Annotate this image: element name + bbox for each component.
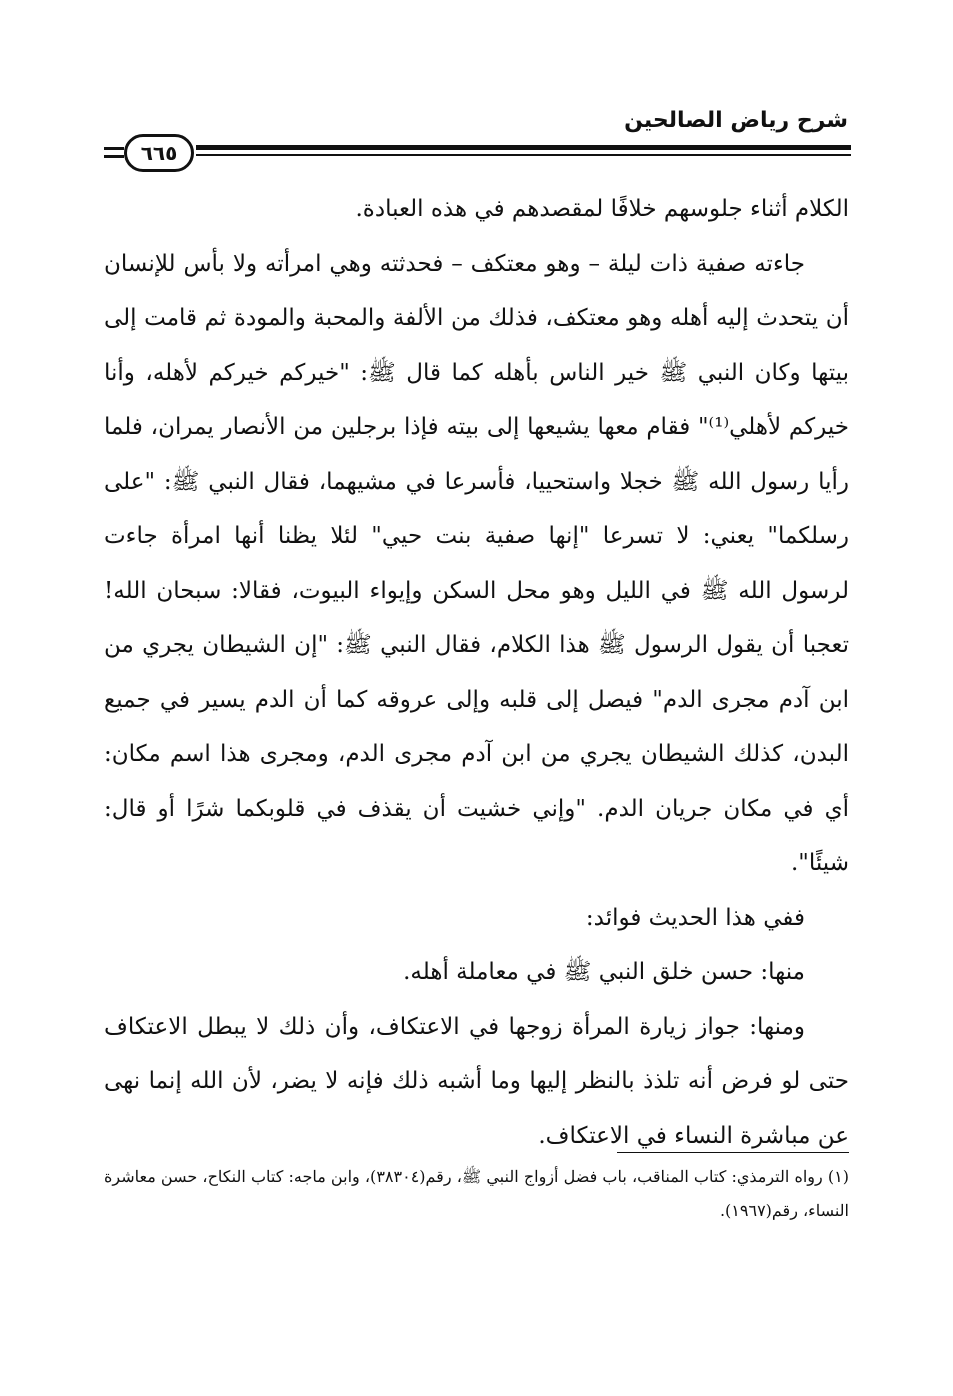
page-number-dash-top — [104, 147, 124, 150]
footnote-1: (١) رواه الترمذي: كتاب المناقب، باب فضل أزواج النبي ﷺ، رقم(٣٨٣٠٤)، وابن ماجه: كتاب النكاح، حسن معاشرة النساء، رقم(١٩٦٧). — [104, 1167, 850, 1220]
page-number-box — [124, 134, 194, 172]
footnote-separator — [617, 1152, 849, 1153]
page-number-dash-bottom — [104, 155, 124, 158]
paragraph-hadith-story: جاءته صفية ذات ليلة – وهو معتكف – فحدثته وهي امرأته ولا بأس للإنسان أن يتحدث إليه أهله وهو معتكف، فذلك من الألفة والمحبة والمودة ثم قامت إلى بيتها وكان النبي ﷺ خير الناس بأهله كما قال ﷺ: "خيركم خيركم لأهله، وأنا خيركم لأهلي⁽¹⁾" فقام معها يشيعها إلى بيته فإذا برجلين من الأنصار يمران، فلما رأيا رسول الله ﷺ خجلا واستحييا، فأسرعا في مشيهما، فقال النبي ﷺ: "على رسلكما" يعني: لا تسرعا "إنها صفية بنت حيي" لئلا يظنا أنها امرأة جاءت لرسول الله ﷺ في الليل وهو محل السكن وإيواء البيوت، فقالا: سبحان الله! تعجبا أن يقول الرسول ﷺ هذا الكلام، فقال النبي ﷺ: "إن الشيطان يجري من ابن آدم مجرى الدم" فيصل إلى قلبه وإلى عروقه كما أن الدم يسير في جميع البدن، كذلك الشيطان يجري من ابن آدم مجرى الدم، ومجرى هذا اسم مكان: أي في مكان جريان الدم. "وإني خشيت أن يقذف في قلوبكما شرًا أو قال: شيئًا". — [104, 250, 849, 876]
paragraph-benefit-1: منها: حسن خلق النبي ﷺ في معاملة أهله. — [403, 959, 805, 985]
paragraph-benefit-2: ومنها: جواز زيارة المرأة زوجها في الاعتكاف، وأن ذلك لا يبطل الاعتكاف حتى لو فرض أنه تلذذ بالنظر إليها وما أشبه ذلك فإنه لا يضر، لأن الله إنما نهى عن مباشرة النساء في الاعتكاف. — [104, 1013, 849, 1149]
header-rule-thick — [196, 145, 851, 150]
paragraph-benefits-intro: ففي هذا الحديث فوائد: — [585, 904, 805, 931]
paragraph-continuation: الكلام أثناء جلوسهم خلافًا لمقصدهم في هذه العبادة. — [355, 196, 849, 222]
header-rule-thin — [196, 154, 851, 156]
main-text — [104, 182, 849, 1163]
footnotes — [104, 1160, 849, 1228]
page-number: ٦٦٥ — [140, 141, 178, 165]
book-title: شرح رياض الصالحين — [624, 108, 848, 133]
